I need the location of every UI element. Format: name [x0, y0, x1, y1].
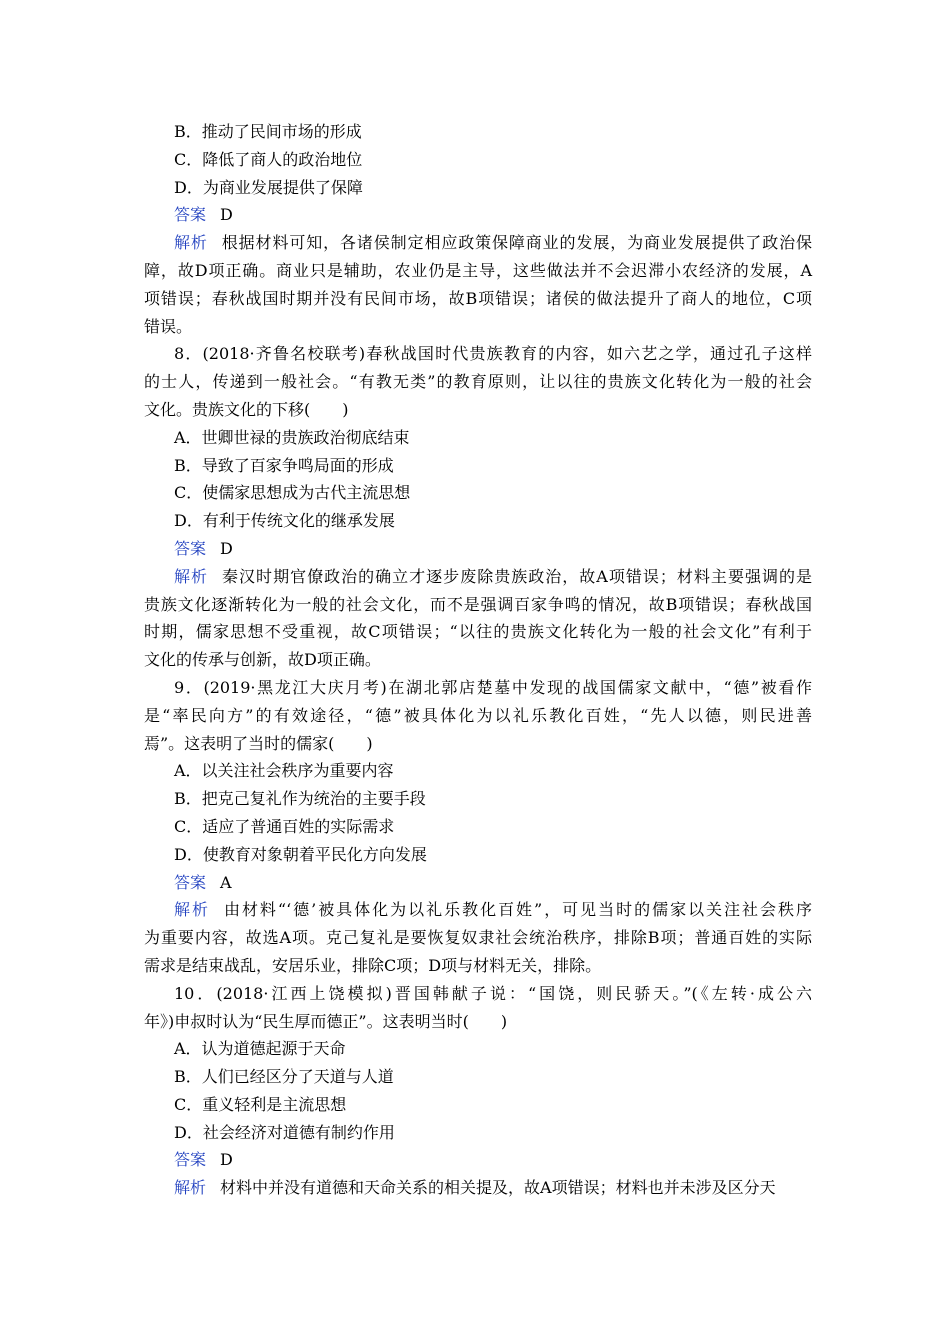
answer-option: D．社会经济对道德有制约作用	[174, 1122, 395, 1142]
answer-option: D．使教育对象朝着平民化方向发展	[174, 844, 427, 864]
question-line	[144, 674, 812, 702]
line-text: 9．(2019·黑龙江大庆月考)在湖北郭店楚墓中发现的战国儒家文献中，“德”被看作	[174, 677, 812, 697]
analysis-line	[144, 1174, 812, 1202]
answer-label: 答案	[174, 205, 207, 225]
answer-option: D．为商业发展提供了保障	[174, 177, 363, 197]
line-text: 秦汉时期官僚政治的确立才逐步废除贵族政治，故A项错误；材料主要强调的是	[222, 566, 812, 586]
answer-option: A．认为道德起源于天命	[174, 1039, 346, 1059]
line-text: 项错误；春秋战国时期并没有民间市场，故B项错误；诸侯的做法提升了商人的地位，C项	[144, 288, 812, 308]
answer-option: D．有利于传统文化的继承发展	[174, 511, 395, 531]
answer-option: C．使儒家思想成为古代主流思想	[174, 483, 411, 503]
analysis-line	[144, 952, 812, 980]
document-body	[144, 118, 812, 1202]
line-text: 材料中并没有道德和天命关系的相关提及，故A项错误；材料也并未涉及区分天	[220, 1178, 776, 1198]
line-text: 文化。贵族文化的下移( )	[144, 399, 349, 419]
line-text: 10．(2018·江西上饶模拟)晋国韩献子说：“国饶，则民骄天。”(《左转·成公六	[174, 983, 812, 1003]
answer-value: D	[220, 538, 233, 558]
line-text: 根据材料可知，各诸侯制定相应政策保障商业的发展，为商业发展提供了政治保	[221, 233, 812, 253]
answer-option: C．适应了普通百姓的实际需求	[174, 816, 395, 836]
answer-label: 答案	[174, 1150, 207, 1170]
question-line	[144, 730, 812, 758]
analysis-label: 解析	[174, 233, 208, 253]
line-text: 年》)申叔时认为“民生厚而德正”。这表明当时( )	[144, 1011, 508, 1031]
analysis-line	[144, 896, 812, 924]
question-line	[144, 396, 812, 424]
analysis-line	[144, 563, 812, 591]
analysis-line	[144, 591, 812, 619]
answer-option: C．降低了商人的政治地位	[174, 149, 363, 169]
line-text: 文化的传承与创新，故D项正确。	[144, 650, 381, 670]
answer-value: A	[220, 872, 232, 892]
analysis-line	[144, 646, 812, 674]
analysis-line	[144, 257, 812, 285]
answer-option: B．导致了百家争鸣局面的形成	[174, 455, 394, 475]
answer-value: D	[220, 205, 233, 225]
question-line	[144, 980, 812, 1008]
line-text: 是“率民向方”的有效途径，“德”被具体化为以礼乐教化百姓，“先人以德，则民进善	[144, 705, 812, 725]
question-line	[144, 340, 812, 368]
answer-line	[144, 535, 812, 563]
line-text: 错误。	[144, 316, 193, 336]
answer-option: A．世卿世禄的贵族政治彻底结束	[174, 427, 410, 447]
line-text: 为重要内容，故选A项。克己复礼是要恢复奴隶社会统治秩序，排除B项；普通百姓的实际	[144, 928, 812, 948]
answer-option: C．重义轻利是主流思想	[174, 1094, 347, 1114]
line-text: 时期，儒家思想不受重视，故C项错误；“以往的贵族文化转化为一般的社会文化”有利于	[144, 622, 812, 642]
answer-label: 答案	[174, 872, 207, 892]
question-line	[144, 1008, 812, 1036]
analysis-line	[144, 313, 812, 341]
answer-option: A．以关注社会秩序为重要内容	[174, 761, 394, 781]
analysis-line	[144, 285, 812, 313]
line-text: 贵族文化逐渐转化为一般的社会文化，而不是强调百家争鸣的情况，故B项错误；春秋战国	[144, 594, 812, 614]
line-text: 障，故D项正确。商业只是辅助，农业仍是主导，这些做法并不会迟滞小农经济的发展，A	[144, 260, 812, 280]
line-text: 8．(2018·齐鲁名校联考)春秋战国时代贵族教育的内容，如六艺之学，通过孔子这样	[174, 344, 812, 364]
analysis-line	[144, 618, 812, 646]
answer-line	[144, 869, 812, 897]
answer-option: B．把克己复礼作为统治的主要手段	[174, 789, 426, 809]
answer-option: B．人们已经区分了天道与人道	[174, 1067, 394, 1087]
line-text: 焉”。这表明了当时的儒家( )	[144, 733, 373, 753]
line-text: 的士人，传递到一般社会。“有教无类”的教育原则，让以往的贵族文化转化为一般的社会	[144, 372, 812, 392]
analysis-label: 解析	[174, 900, 210, 920]
analysis-line	[144, 924, 812, 952]
answer-option: B．推动了民间市场的形成	[174, 122, 362, 141]
analysis-label: 解析	[174, 1178, 207, 1198]
line-text: 需求是结束战乱，安居乐业，排除C项；D项与材料无关，排除。	[144, 955, 602, 975]
line-text: 由材料“‘德’被具体化为以礼乐教化百姓”，可见当时的儒家以关注社会秩序	[223, 900, 812, 920]
analysis-label: 解析	[174, 566, 209, 586]
answer-line	[144, 201, 812, 229]
answer-value: D	[220, 1150, 233, 1170]
question-line	[144, 702, 812, 730]
question-line	[144, 368, 812, 396]
answer-line	[144, 1146, 812, 1174]
analysis-line	[144, 229, 812, 257]
answer-label: 答案	[174, 538, 207, 558]
